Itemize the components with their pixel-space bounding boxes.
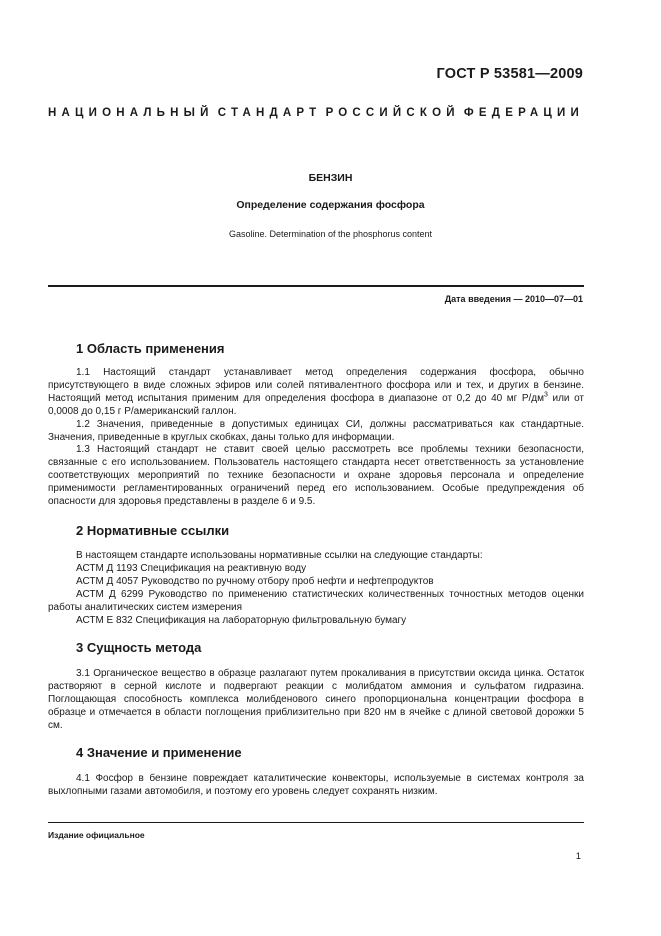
section-heading-references: 2 Нормативные ссылки — [76, 523, 230, 538]
introduction-date: Дата введения — 2010—07—01 — [444, 294, 583, 304]
paragraph-1-1 — [48, 367, 584, 419]
superscript: 3 — [544, 391, 548, 399]
standard-number: ГОСТ Р 53581—2009 — [436, 66, 583, 82]
reference-item: АСТМ Д 6299 Руководство по применению статистических количественных точностных методов оценки работы аналитических систем измерения — [48, 588, 584, 613]
section-heading-significance: 4 Значение и применение — [76, 745, 242, 760]
paragraph-3-1: 3.1 Органическое вещество в образце разлагают путем прокаливания в присутствии оксида цинка. Остаток растворяют в серной кислоте и подвергают реакции с молибдатом аммония и сульфатом гидразина. Поглощающая способность комплекса молибденового синего пропорциональна концентрации фосфора в образце и отмечается в области поглощения приблизительно при 820 нм в ячейке с длиной световой дорожки 5 см. — [48, 668, 584, 731]
reference-item: АСТМ Д 4057 Руководство по ручному отбору проб нефти и нефтепродуктов — [76, 575, 434, 587]
paragraph-text: или от 0,0008 до 0,15 г Р/американский галлон. — [48, 392, 584, 417]
references-intro: В настоящем стандарте использованы нормативные ссылки на следующие стандарты: — [76, 550, 483, 561]
paragraph-1-3: 1.3 Настоящий стандарт не ставит своей целью рассмотреть все проблемы техники безопасности, связанные с его использованием. Пользователь настоящего стандарта несет ответственность за установление соответствующих мероприятий по технике безопасности и охране здоровья персонала и определение применимости регламентированных ограничений перед его использованием. Особые предупреждения об опасности для здоровья представлены в разделе 6 и 9.5. — [48, 444, 584, 508]
paragraph-text: 1.1 Настоящий стандарт устанавливает метод определения содержания фосфора, обычно присутствующего в виде сложных эфиров или солей пятивалентного фосфора или и тех, и других в бензине. Настоящий метод испытания применим для определения фосфора в диапазоне от 0,2 до 40 мг Р/дм — [48, 367, 584, 404]
official-edition-label: Издание официальное — [48, 830, 145, 840]
standard-banner — [48, 107, 584, 119]
banner-word: НАЦИОНАЛЬНЫЙ — [48, 107, 214, 119]
section-body-references — [48, 550, 584, 627]
section-body-principle — [48, 668, 584, 733]
reference-item: АСТМ Д 1193 Спецификация на реактивную воду — [76, 562, 307, 574]
paragraph-1-2: 1.2 Значения, приведенные в допустимых единицах СИ, должны рассматриваться как стандартные. Значения, приведенные в круглых скобках, даны только для информации. — [48, 418, 584, 443]
banner-word: ФЕДЕРАЦИИ — [463, 107, 584, 119]
banner-word: РОССИЙСКОЙ — [325, 107, 460, 119]
footer-divider — [48, 822, 584, 823]
section-body-scope — [48, 367, 584, 509]
page-number: 1 — [575, 851, 581, 862]
reference-item: АСТМ Е 832 Спецификация на лабораторную фильтровальную бумагу — [76, 614, 407, 626]
banner-word: СТАНДАРТ — [217, 107, 322, 119]
section-body-significance — [48, 773, 584, 799]
header-divider — [48, 285, 584, 287]
section-heading-scope: 1 Область применения — [76, 341, 225, 356]
document-title-english: Gasoline. Determination of the phosphorus content — [228, 229, 433, 239]
paragraph-4-1: 4.1 Фосфор в бензине повреждает каталитические конвекторы, используемые в системах контроля за выхлопными газами автомобиля, и поэтому его уровень следует сохранять низким. — [48, 773, 584, 797]
document-title: БЕНЗИН — [308, 172, 353, 184]
section-heading-principle: 3 Сущность метода — [76, 640, 202, 655]
document-subtitle: Определение содержания фосфора — [236, 199, 425, 211]
